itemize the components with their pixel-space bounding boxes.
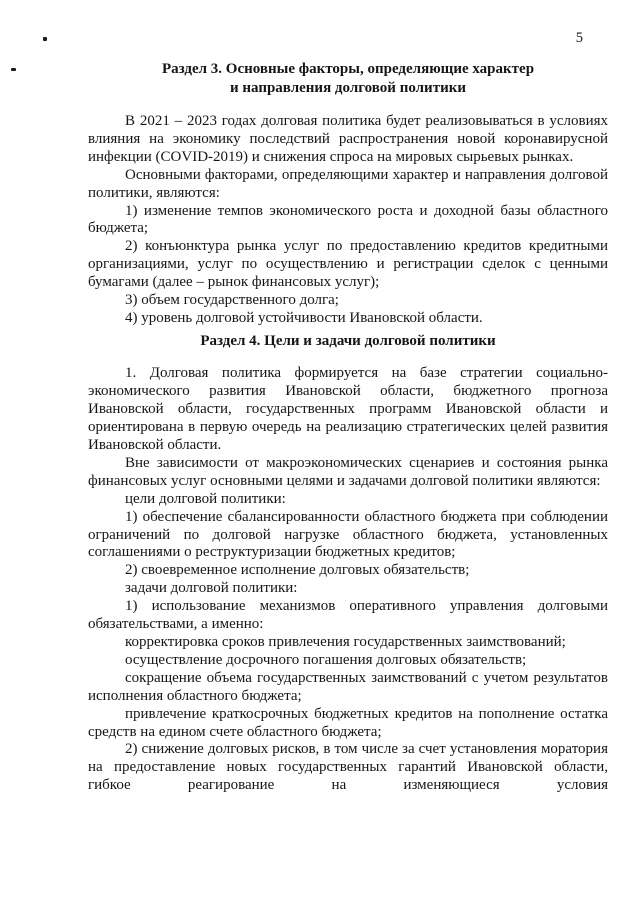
scan-speck-top [43, 37, 47, 41]
section-3-title-line-2: и направления долговой политики [229, 79, 466, 96]
list-item-factor-2: 2) конъюнктура рынка услуг по предоставлению кредитов кредитными организациями, услуг по осуществлению и регистрации сделок с ценными бумагами (далее – рынок финансовых услуг); [88, 238, 608, 291]
page-number: 5 [575, 30, 583, 46]
list-item-goal-1: 1) обеспечение сбалансированности областного бюджета при соблюдении ограничений по долговой нагрузке областного бюджета, установленных соглашениями о реструктуризации бюджетных кредитов; [88, 508, 608, 561]
sub-item-early-repayment: осуществление досрочного погашения долговых обязательств; [125, 651, 527, 668]
section-3-title-line-1: Раздел 3. Основные факторы, определяющие характер [161, 61, 535, 77]
list-item-factor-3: 3) объем государственного долга; [125, 292, 339, 309]
list-item-factor-4: 4) уровень долговой устойчивости Ивановской области. [125, 309, 483, 326]
section-3-title [88, 60, 608, 97]
page-content [88, 60, 608, 795]
paragraph-goals-tasks-intro: Вне зависимости от макроэкономических сценариев и состояния рынка финансовых услуг основными целями и задачами долговой политики являются: [88, 454, 608, 489]
sub-item-short-term-credits: привлечение краткосрочных бюджетных кредитов на пополнение остатка средств на едином счете областного бюджета; [88, 705, 608, 740]
sub-item-reduce-borrowing: сокращение объема государственных заимствований с учетом результатов исполнения областного бюджета; [88, 669, 608, 704]
list-item-goal-2: 2) своевременное исполнение долговых обязательств; [125, 562, 470, 579]
sub-item-adjust-terms: корректировка сроков привлечения государственных заимствований; [125, 633, 566, 650]
paragraph-goals-label: цели долговой политики: [125, 490, 286, 507]
list-item-task-1: 1) использование механизмов оперативного управления долговыми обязательствами, а именно: [88, 598, 608, 633]
paragraph-policy-basis: 1. Долговая политика формируется на базе стратегии социально-экономического развития Ивановской области, бюджетного прогноза Ивановской области, государственных программ Ивановской области и ориентирована в первую очередь на реализацию стратегических целей развития Ивановской области. [88, 365, 608, 453]
scan-speck-left [11, 68, 16, 71]
paragraph-main-factors-intro: Основными факторами, определяющими характер и направления долговой политики, являются: [88, 166, 608, 201]
list-item-task-2-continued: 2) снижение долговых рисков, в том числе за счет установления моратория на предоставление новых государственных гарантий Ивановской области, гибкое реагирование на изменяющиеся условия [88, 741, 608, 794]
section-4-title: Раздел 4. Цели и задачи долговой политики [200, 332, 496, 349]
paragraph-tasks-label: задачи долговой политики: [125, 580, 298, 597]
list-item-factor-1: 1) изменение темпов экономического роста и доходной базы областного бюджета; [88, 202, 608, 237]
paragraph-covid-context: В 2021 – 2023 годах долговая политика будет реализовываться в условиях влияния на экономику последствий распространения новой коронавирусной инфекции (COVID-2019) и снижения спроса на мировых сырьевых рынках. [88, 113, 608, 165]
